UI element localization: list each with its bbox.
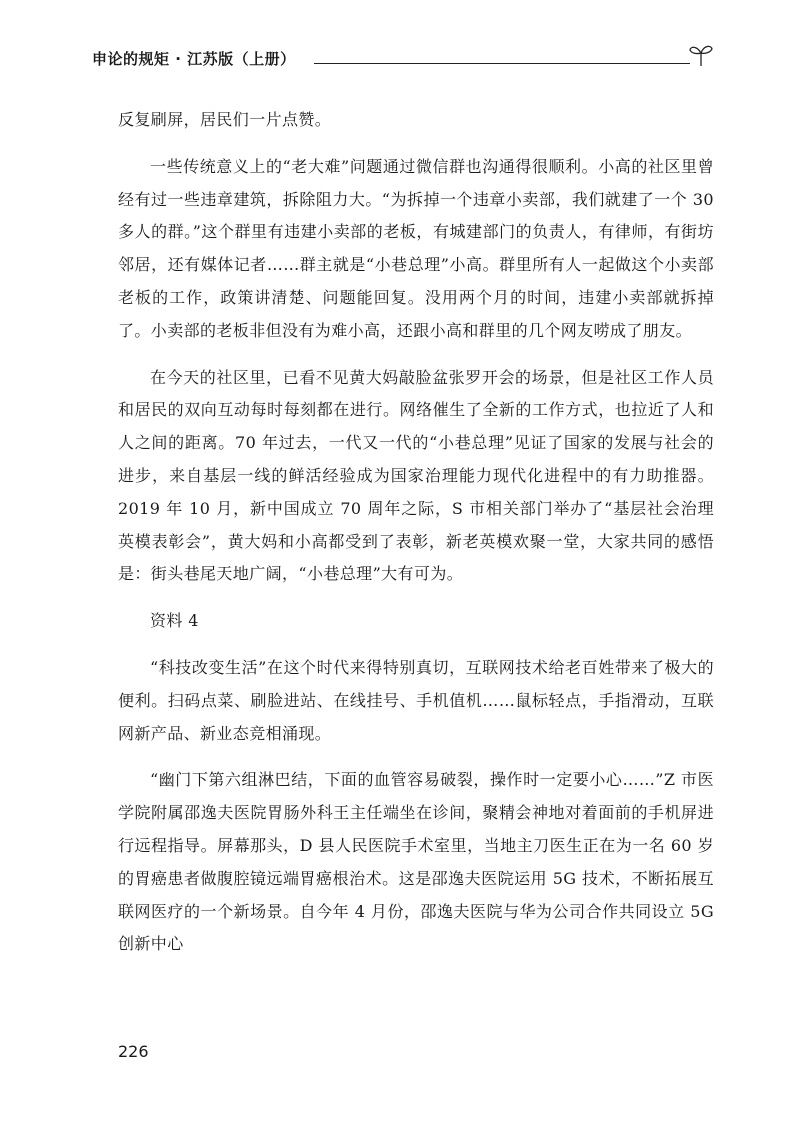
page-number: 226 xyxy=(118,1042,149,1061)
paragraph: “科技改变生活”在这个时代来得特别真切，互联网技术给老百姓带来了极大的便利。扫码点菜、刷脸进站、在线挂号、手机值机……鼠标轻点，手指滑动，互联网新产品、新业态竞相涌现。 xyxy=(118,657,714,743)
paragraph: “幽门下第六组淋巴结，下面的血管容易破裂，操作时一定要小心……”Z 市医学院附属邵逸夫医院胃肠外科王主任端坐在诊间，聚精会神地对着面前的手机屏进行远程指导。屏幕那头，D 县人民医院手术室里，当地主刀医生正在为一名 60 岁的胃癌患者做腹腔镜远端胃癌根治术。这是邵逸夫医院运用 5G 技术，不断拓展互联网医疗的一个新场景。自今年 4 月份，邵逸夫医院与华为公司合作共同设立 5G 创新中心 xyxy=(118,770,714,954)
paragraph: 反复刷屏，居民们一片点赞。 xyxy=(118,110,332,129)
paragraph: 一些传统意义上的“老大难”问题通过微信群也沟通得很顺利。小高的社区里曾经有过一些违章建筑，拆除阻力大。“为拆掉一个违章小卖部，我们就建了一个 30 多人的群。”这个群里有违建小卖部的老板，有城建部门的负责人，有律师，有街坊邻居，还有媒体记者……群主就是“小巷总理”小高。群里所有人一起做这个小卖部老板的工作，政策讲清楚、问题能回复。没用两个月的时间，违建小卖部就拆掉了。小卖部的老板非但没有为难小高，还跟小高和群里的几个网友唠成了朋友。 xyxy=(118,156,714,340)
running-header xyxy=(92,40,712,74)
paragraph: 在今天的社区里，已看不见黄大妈敲脸盆张罗开会的场景，但是社区工作人员和居民的双向互动每时每刻都在进行。网络催生了全新的工作方式，也拉近了人和人之间的距离。70 年过去，一代又一代的“小巷总理”见证了国家的发展与社会的进步，来自基层一线的鲜活经验成为国家治理能力现代化进程中的有力助推器。2019 年 10 月，新中国成立 70 周年之际，S 市相关部门举办了“基层社会治理英模表彰会”，黄大妈和小高都受到了表彰，新老英模欢聚一堂，大家共同的感悟是：街头巷尾天地广阔，“小巷总理”大有可为。 xyxy=(118,367,714,584)
book-title: 申论的规矩 · 江苏版（上册） xyxy=(92,50,296,68)
page-body xyxy=(118,104,714,961)
sprout-icon xyxy=(688,42,714,68)
section-heading: 资料 4 xyxy=(150,611,199,631)
header-rule xyxy=(314,63,690,64)
